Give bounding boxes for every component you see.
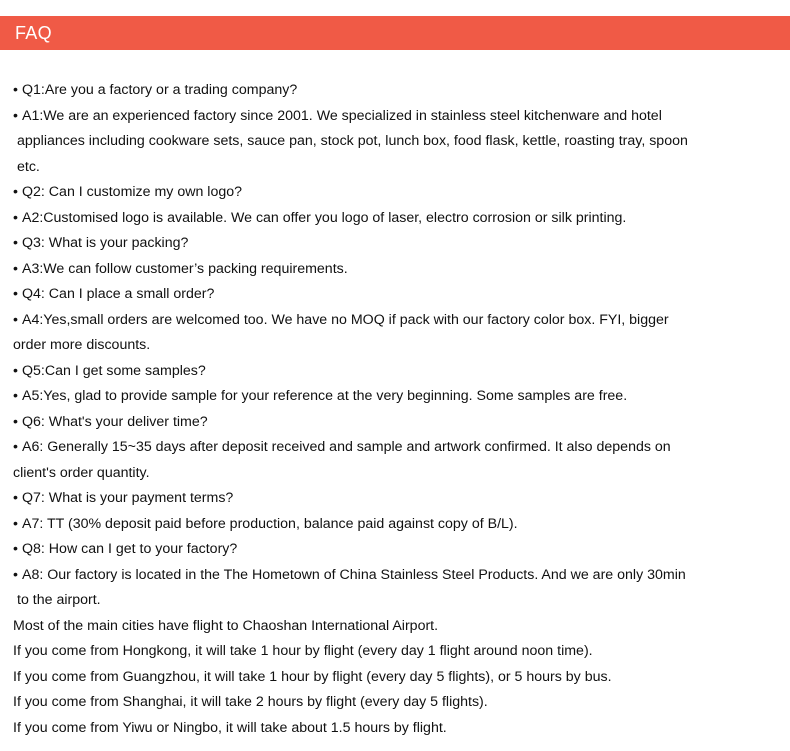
faq-line-text: to the airport. [17, 592, 101, 608]
faq-line [13, 359, 783, 385]
faq-line [13, 639, 783, 665]
faq-line-text: A8: Our factory is located in the The Hometown of China Stainless Steel Products. And we are only 30min [22, 566, 686, 583]
faq-line [13, 588, 783, 614]
bullet-icon: • [13, 235, 18, 251]
bullet-icon: • [13, 260, 18, 277]
faq-line [13, 563, 783, 589]
faq-line [13, 257, 783, 283]
faq-line [13, 690, 783, 716]
faq-line-text: appliances including cookware sets, sauce pan, stock pot, lunch box, food flask, kettle, roasting tray, spoon [17, 133, 688, 149]
faq-line [13, 231, 783, 257]
faq-line-text: Q2: Can I customize my own logo? [22, 184, 243, 200]
faq-line-text: Most of the main cities have flight to Chaoshan International Airport. [13, 617, 439, 634]
faq-line-text: Q7: What is your payment terms? [22, 490, 234, 506]
faq-line-text: Q3: What is your packing? [22, 235, 189, 251]
faq-line [13, 716, 783, 742]
faq-line-text: A4:Yes,small orders are welcomed too. We have no MOQ if pack with our factory color box. FYI, bigger [22, 311, 669, 328]
faq-line [13, 308, 783, 334]
faq-list [13, 78, 783, 741]
faq-line [13, 410, 783, 436]
faq-line-text: If you come from Yiwu or Ningbo, it will take about 1.5 hours by flight. [13, 719, 447, 736]
bullet-icon: • [13, 362, 18, 379]
faq-line-text: Q8: How can I get to your factory? [22, 541, 238, 557]
faq-line-text: order more discounts. [13, 337, 151, 353]
faq-header-bar [0, 16, 790, 50]
faq-line [13, 512, 783, 538]
faq-line-text: client's order quantity. [13, 464, 150, 481]
faq-line [13, 461, 783, 487]
faq-line-text: A3:We can follow customer’s packing requirements. [22, 260, 348, 277]
bullet-icon: • [13, 209, 18, 226]
bullet-icon: • [13, 413, 18, 430]
bullet-icon: • [13, 490, 18, 506]
faq-line [13, 104, 783, 130]
faq-line [13, 537, 783, 563]
faq-line [13, 206, 783, 232]
bullet-icon: • [13, 107, 18, 124]
faq-line [13, 665, 783, 691]
faq-line-text: If you come from Guangzhou, it will take 1 hour by flight (every day 5 flights), or 5 hours by bus. [13, 668, 612, 685]
faq-line-text: A7: TT (30% deposit paid before production, balance paid against copy of B/L). [22, 515, 518, 532]
faq-line [13, 435, 783, 461]
faq-line [13, 333, 783, 359]
faq-line-text: etc. [17, 158, 40, 175]
faq-line [13, 384, 783, 410]
faq-line-text: A6: Generally 15~35 days after deposit received and sample and artwork confirmed. It also depends on [22, 439, 671, 455]
bullet-icon: • [13, 439, 18, 455]
faq-title: FAQ [15, 22, 52, 43]
faq-line-text: Q4: Can I place a small order? [22, 286, 215, 302]
faq-line [13, 180, 783, 206]
faq-line [13, 614, 783, 640]
faq-line [13, 129, 783, 155]
faq-line-text: If you come from Hongkong, it will take 1 hour by flight (every day 1 flight around noon time). [13, 643, 593, 659]
faq-line-text: Q5:Can I get some samples? [22, 362, 206, 379]
faq-line-text: Q6: What's your deliver time? [22, 413, 208, 430]
faq-line [13, 78, 783, 104]
bullet-icon: • [13, 184, 18, 200]
faq-line-text: Q1:Are you a factory or a trading company? [22, 82, 298, 98]
faq-line [13, 282, 783, 308]
bullet-icon: • [13, 515, 18, 532]
bullet-icon: • [13, 311, 18, 328]
bullet-icon: • [13, 388, 18, 404]
faq-line-text: If you come from Shanghai, it will take 2 hours by flight (every day 5 flights). [13, 694, 488, 710]
bullet-icon: • [13, 541, 18, 557]
bullet-icon: • [13, 82, 18, 98]
faq-line [13, 155, 783, 181]
faq-line-text: A5:Yes, glad to provide sample for your reference at the very beginning. Some samples are free. [22, 388, 628, 404]
faq-line-text: A2:Customised logo is available. We can offer you logo of laser, electro corrosion or silk printing. [22, 209, 627, 226]
faq-line [13, 486, 783, 512]
bullet-icon: • [13, 566, 18, 583]
bullet-icon: • [13, 286, 18, 302]
faq-line-text: A1:We are an experienced factory since 2001. We specialized in stainless steel kitchenware and hotel [22, 107, 662, 124]
